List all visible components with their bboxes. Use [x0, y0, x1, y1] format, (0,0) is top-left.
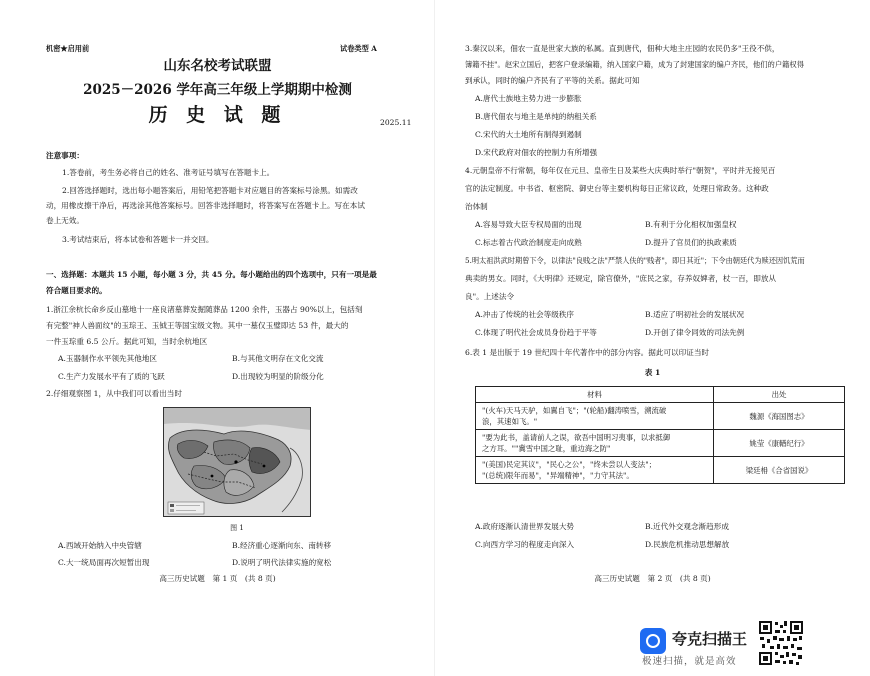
option-b: B.适应了明初社会的发展状况 [645, 310, 745, 319]
material-line: "(美国)民定其议"，"民心之公"，"终未尝以人变法"； [482, 460, 656, 469]
question-stem: 5.明太祖洪武时期曾下令，以律法"良贱之法"严禁人伕的"贱者"，即日其近"；下令由朝廷代为赎还因饥荒而 [465, 256, 805, 265]
option-c: C.大一统局面再次短暂出现 [58, 558, 150, 567]
option-d: D.出现较为明显的阶级分化 [232, 372, 324, 381]
page-footer: 高三历史试题 第 2 页 (共 8 页) [594, 574, 711, 583]
scanner-app-name: 夸克扫描王 [672, 630, 748, 648]
note-line: 3.考试结束后，将本试卷和答题卡一并交回。 [62, 235, 214, 244]
note-line: 卷上无效。 [46, 216, 84, 225]
table-cell-source: 魏源《海国图志》 [714, 403, 845, 430]
option-a: A.政府逐渐认清世界发展大势 [475, 522, 575, 531]
option-a: A.玉器制作水平领先其他地区 [58, 354, 158, 363]
question-stem: 2.仔细观察图 1，从中我们可以看出当时 [46, 389, 182, 398]
material-line: "要为此书，盖请前人之误，欲吾中国明习夷事，以求抵御 [482, 433, 671, 442]
question-stem: 治体制 [465, 202, 488, 211]
option-b: B.与其他文明存在文化交流 [232, 354, 324, 363]
table-header: 出处 [714, 387, 845, 403]
confidential-tag: 机密★启用前 [46, 44, 90, 53]
table-title: 表 1 [644, 368, 661, 377]
subject-title: 历 史 试 题 [148, 104, 287, 126]
notes-heading: 注意事项： [46, 151, 84, 160]
option-b: B.有利于分化相权加强皇权 [645, 220, 737, 229]
note-line: 动，用橡皮擦干净后，再选涂其他答案标号。回答非选择题时，将答案写在答题卡上。写在本试 [46, 201, 365, 210]
option-a: A.唐代士族地主势力进一步膨胀 [475, 94, 582, 103]
map-illustration [164, 408, 311, 517]
note-line: 1.答卷前，考生务必将自己的姓名、准考证号填写在答题卡上。 [62, 168, 275, 177]
scanner-slogan: 极速扫描，就是高效 [642, 656, 737, 667]
option-b: B.经济重心逐渐向东、南转移 [232, 541, 332, 550]
section-heading: 符合题目要求的。 [46, 286, 107, 295]
material-table [475, 386, 845, 484]
figure-caption: 图 1 [230, 524, 244, 532]
table-row [476, 457, 845, 484]
table-row [476, 403, 845, 430]
option-a: A.容易导致大臣专权局面的出现 [475, 220, 582, 229]
question-stem: 簿籍不挂"。赵宋立国后，把客户登录编籍，纳入国家户籍，成为了封建国家的编户齐民，他们的户籍权得 [465, 60, 805, 69]
question-stem: 良"。上述法令 [465, 292, 515, 301]
table-cell-material [476, 403, 714, 430]
option-a: A.冲击了传统的社会等级秩序 [475, 310, 575, 319]
question-stem: 1.浙江余杭长命乡反山墓地十一座良渚墓葬发掘随葬品 1200 余件，玉器占 90%以上，包括刻 [46, 305, 363, 314]
table-row [476, 430, 845, 457]
scanner-watermark [640, 620, 870, 676]
question-stem: 到承认，同时的编户齐民有了平等的关系。据此可知 [465, 76, 640, 85]
table-header-row [476, 387, 845, 403]
exam-date: 2025.11 [380, 118, 412, 127]
table-cell-source: 姚莹《康輶纪行》 [714, 430, 845, 457]
note-line: 2.回答选择题时，选出每小题答案后，用铅笔把答题卡对应题目的答案标号涂黑。如需改 [62, 186, 358, 195]
table-cell-material [476, 457, 714, 484]
material-line: "(总统)限年而易"，"异端精神"，"力守其法"。 [482, 471, 634, 480]
section-heading: 一、选择题：本题共 15 小题，每小题 3 分，共 45 分。每小题给出的四个选项中，只有一项是最 [46, 270, 377, 279]
option-d: D.民族危机推动思想解放 [645, 540, 730, 549]
material-line: 之方耳。""冀雪中国之耻，重边海之防" [482, 444, 611, 453]
scanner-logo-icon [640, 628, 666, 654]
paper-type-tag: 试卷类型 A [340, 44, 377, 53]
option-d: D.提升了官员们的执政素质 [645, 238, 737, 247]
question-stem: 官的法定制度。中书省、枢密院、御史台等主要机构每日正常议政，处理日常政务。这种政 [465, 184, 769, 193]
option-a: A.西域开始纳入中央管辖 [58, 541, 142, 550]
option-c: C.体现了明代社会成员身份趋于平等 [475, 328, 597, 337]
option-b: B.近代外交观念渐趋形成 [645, 522, 729, 531]
option-c: C.标志着古代政治制度走向成熟 [475, 238, 582, 247]
option-c: C.宋代的大土地所有制得到遏制 [475, 130, 582, 139]
historical-map-figure [163, 407, 311, 517]
option-d: D.宋代政府对佃农的控制力有所增强 [475, 148, 598, 157]
option-d: D.开创了律令同效的司法先例 [645, 328, 745, 337]
question-stem: 3.秦汉以来，佃农一直是世家大族的私属。直到唐代，佃种大地主庄园的农民仍多"王役不供， [465, 44, 780, 53]
table-cell-source: 梁廷枏《合省国说》 [714, 457, 845, 484]
question-stem: 有完整"神人兽面纹"的玉琮王、玉钺王等国宝级文物。其中一墓仅玉璧即达 53 件，最大的 [46, 321, 349, 330]
table-cell-material [476, 430, 714, 457]
question-stem: 6.表 1 是出版于 19 世纪四十年代著作中的部分内容。据此可以印证当时 [465, 348, 710, 357]
material-line: 浪，其速如飞。" [482, 417, 538, 426]
question-stem: 典卖的男女。同时，《大明律》还规定，除官僚外，"庶民之家，存养奴婢者，杖一百，即放从 [465, 274, 777, 283]
exam-title: 2025－2026 学年高三年级上学期期中检测 [83, 82, 352, 98]
option-c: C.生产力发展水平有了质的飞跃 [58, 372, 165, 381]
material-line: "(火车)天马天驴，如翼自飞"；"(轮船)翻涛喷雪，溯流破 [482, 406, 667, 415]
option-d: D.说明了明代法律实施的宽松 [232, 558, 332, 567]
option-b: B.唐代佃农与地主是单纯的纳租关系 [475, 112, 597, 121]
qr-code-icon [758, 620, 804, 666]
page-footer: 高三历史试题 第 1 页 (共 8 页) [159, 574, 276, 583]
question-stem: 4.元朝皇帝不行常朝，每年仅在元旦、皇帝生日及某些大庆典时举行"朝贺"，平时并无接见百 [465, 166, 776, 175]
exam-organizer: 山东名校考试联盟 [163, 58, 272, 74]
option-c: C.向西方学习的程度走向深入 [475, 540, 575, 549]
question-stem: 一件玉琮重 6.5 公斤。据此可知，当时余杭地区 [46, 337, 208, 346]
table-header: 材料 [476, 387, 714, 403]
right-page [435, 0, 870, 676]
